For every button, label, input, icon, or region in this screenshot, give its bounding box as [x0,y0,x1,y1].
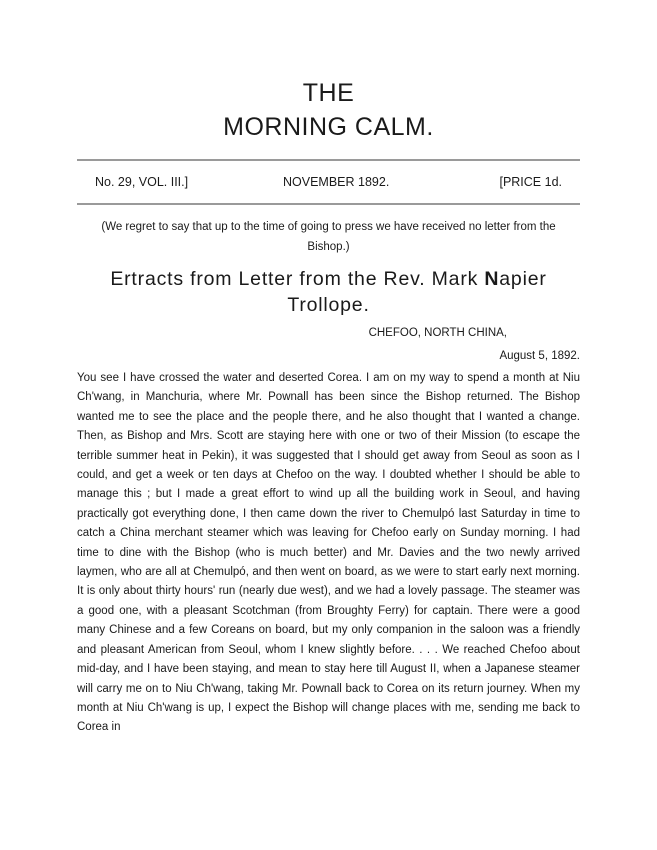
article-body: You see I have crossed the water and deserted Corea. I am on my way to spend a month at Niu Ch'wang, in Manchuria, where Mr. Pownall has been since the Bishop returned. The Bishop wanted me to see the place and the people there, and he also thought that I wanted a change. Then, as Bishop and Mrs. Scott are staying here with one or two of their Mission (to escape the terrible summer heat in Pekin), it was suggested that I should get away from Seoul as soon as I could, and get a week or ten days at Chefoo on the way. I doubted whether I should be able to manage this ; but I made a great effort to wind up all the building work in Seoul, and having practically got everything done, I then came down the river to Chemulpó last Saturday in time to catch a China merchant steamer which was leaving for Chefoo early on Sunday morning. I had time to dine with the Bishop (who is much better) and Mr. Davies and the two newly arrived laymen, who are all at Chemulpó, and then went on board, as we were to start early next morning. It is only about thirty hours' run (nearly due west), and we had a lovely passage. The steamer was a good one, with a pleasant Scotchman (from Broughty Ferry) for captain. There were a good many Chinese and a few Coreans on board, but my only companion in the saloon was a friendly and pleasant American from Seoul, whom I knew slightly before. . . . We reached Chefoo about mid-day, and I have been staying, and mean to stay here till August II, when a Japanese steamer will carry me on to Niu Ch'wang, taking Mr. Pownall back to Corea on its return journey. When my month at Niu Ch'wang is up, I expect the Bishop will change places with me, sending me back to Corea in [77,372,580,734]
article-title-part1: Ertracts from Letter from the Rev. Mark [110,268,485,290]
issue-number: No. 29, VOL. III.] [95,175,189,189]
masthead-bottom-rule [77,203,580,205]
issue-info-bar [77,161,580,203]
article-title-bold-letter: N [484,268,500,290]
masthead [77,77,580,143]
issue-price: [PRICE 1d. [499,175,562,189]
dateline-date: August 5, 1892. [499,350,580,362]
masthead-the: THE [302,79,355,107]
article-title [77,266,580,318]
masthead-title: MORNING CALM. [223,113,434,141]
dateline-place: CHEFOO, NORTH CHINA, [368,327,507,339]
document-page [77,0,580,738]
article-title-part2: apier Trollope. [287,268,547,316]
issue-date: NOVEMBER 1892. [283,175,390,189]
editorial-notice: (We regret to say that up to the time of going to press we have received no letter from the Bishop.) [101,221,556,253]
